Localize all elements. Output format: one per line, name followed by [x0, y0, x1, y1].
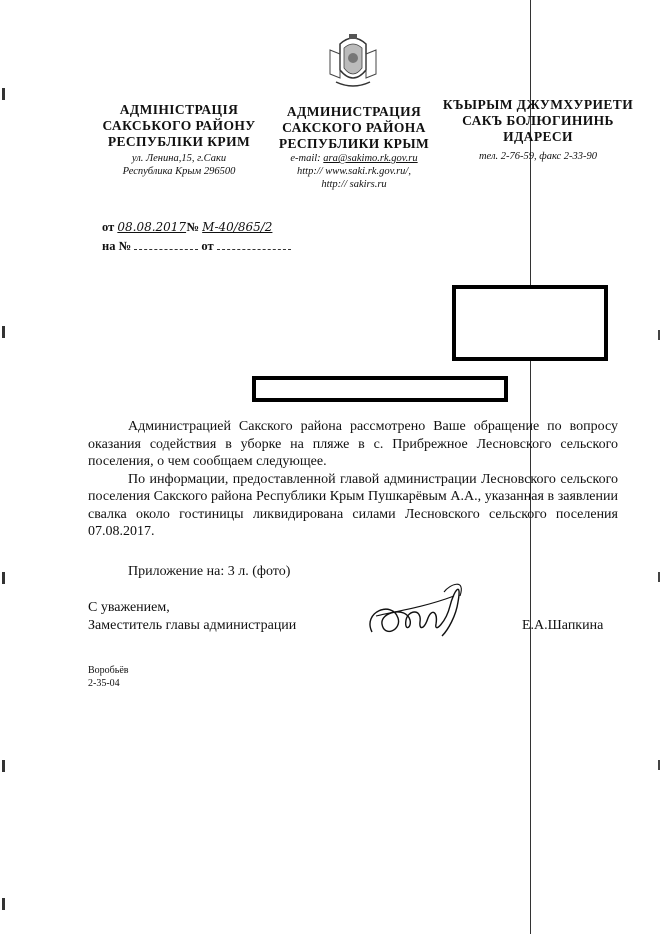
header-left-line: РЕСПУБЛІКИ КРИМ — [107, 134, 251, 149]
redacted-addressee-box — [452, 285, 608, 361]
header-left-org — [94, 102, 264, 150]
email-link[interactable]: ara@sakimo.rk.gov.ru — [323, 153, 418, 164]
body-paragraph: Администрацией Сакского района рассмотрено Ваше обращение по вопросу оказания содействия в уборке на пляже в с. Прибрежное Лесновского сельского поселения, о чем сообщаем следующее. — [88, 419, 618, 469]
scan-edge-mark — [2, 88, 5, 100]
letter-body — [88, 418, 618, 541]
header-right-org — [440, 97, 636, 145]
handwritten-signature-icon — [362, 572, 474, 652]
header-left-address — [94, 152, 264, 178]
closing-phrase: С уважением, — [88, 600, 170, 615]
email-label: e-mail: — [290, 153, 324, 164]
scan-edge-mark — [2, 760, 5, 772]
scan-edge-mark — [2, 572, 5, 584]
body-paragraph: По информации, предоставленной главой администрации Лесновского сельского поселения Сакского района Республики Крым Пушкарёвым А.А., указанная в заявлении свалка около гостиницы ликвидирована силами Лесновского сельского поселения 07.08.2017. — [88, 471, 618, 539]
executor-name: Воробьёв — [88, 665, 129, 676]
scan-edge-mark — [2, 898, 5, 910]
address-line: ул. Ленина,15, г.Саки — [131, 153, 227, 164]
header-left-line: АДМІНІСТРАЦІЯ — [119, 102, 239, 117]
header-center-org — [264, 104, 444, 152]
redacted-salutation-box — [252, 376, 508, 402]
ref-date-blank — [217, 238, 291, 250]
email-line — [264, 152, 444, 165]
ref-number-blank — [134, 238, 198, 250]
ref-label: на № — [102, 239, 132, 253]
website-link[interactable]: http:// sakirs.ru — [321, 179, 387, 190]
header-center-line: САКСКОГО РАЙОНА — [282, 120, 426, 135]
header-right-phones — [440, 150, 636, 163]
scan-edge-mark — [2, 326, 5, 338]
scan-edge-mark — [658, 330, 660, 340]
registration-number: М-40/865/2 — [202, 220, 273, 234]
crimea-coat-of-arms-icon — [322, 30, 384, 90]
header-right-line: ИДАРЕСИ — [503, 129, 573, 144]
signatory-position: Заместитель главы администрации — [88, 618, 297, 633]
scan-edge-mark — [658, 760, 660, 770]
address-line: Республика Крым 296500 — [122, 166, 236, 177]
registration-line — [102, 220, 302, 235]
phone-line: тел. 2-76-59, факс 2-33-90 — [478, 151, 598, 162]
signatory-name: Е.А.Шапкина — [522, 618, 604, 633]
executor-phone: 2-35-04 — [88, 678, 120, 689]
reference-line — [102, 238, 291, 254]
header-center-contacts — [264, 152, 444, 191]
header-left-line: САКСЬКОГО РАЙОНУ — [102, 118, 256, 133]
attachment-note: Приложение на: 3 л. (фото) — [128, 564, 291, 579]
header-center-line: АДМИНИСТРАЦИЯ — [286, 104, 422, 119]
header-right-line: КЪЫРЫМ ДЖУМХУРИЕТИ — [442, 97, 634, 112]
ref-from-label: от — [201, 239, 214, 253]
website-link[interactable]: http:// www.saki.rk.gov.ru/, — [297, 166, 411, 177]
scan-edge-mark — [658, 572, 660, 582]
from-label: от — [102, 220, 115, 234]
number-label: № — [186, 220, 200, 234]
registration-date: 08.08.2017 — [117, 220, 187, 234]
header-center-line: РЕСПУБЛИКИ КРЫМ — [278, 136, 430, 151]
header-right-line: САКЪ БОЛЮГИНИНЬ — [462, 113, 614, 128]
